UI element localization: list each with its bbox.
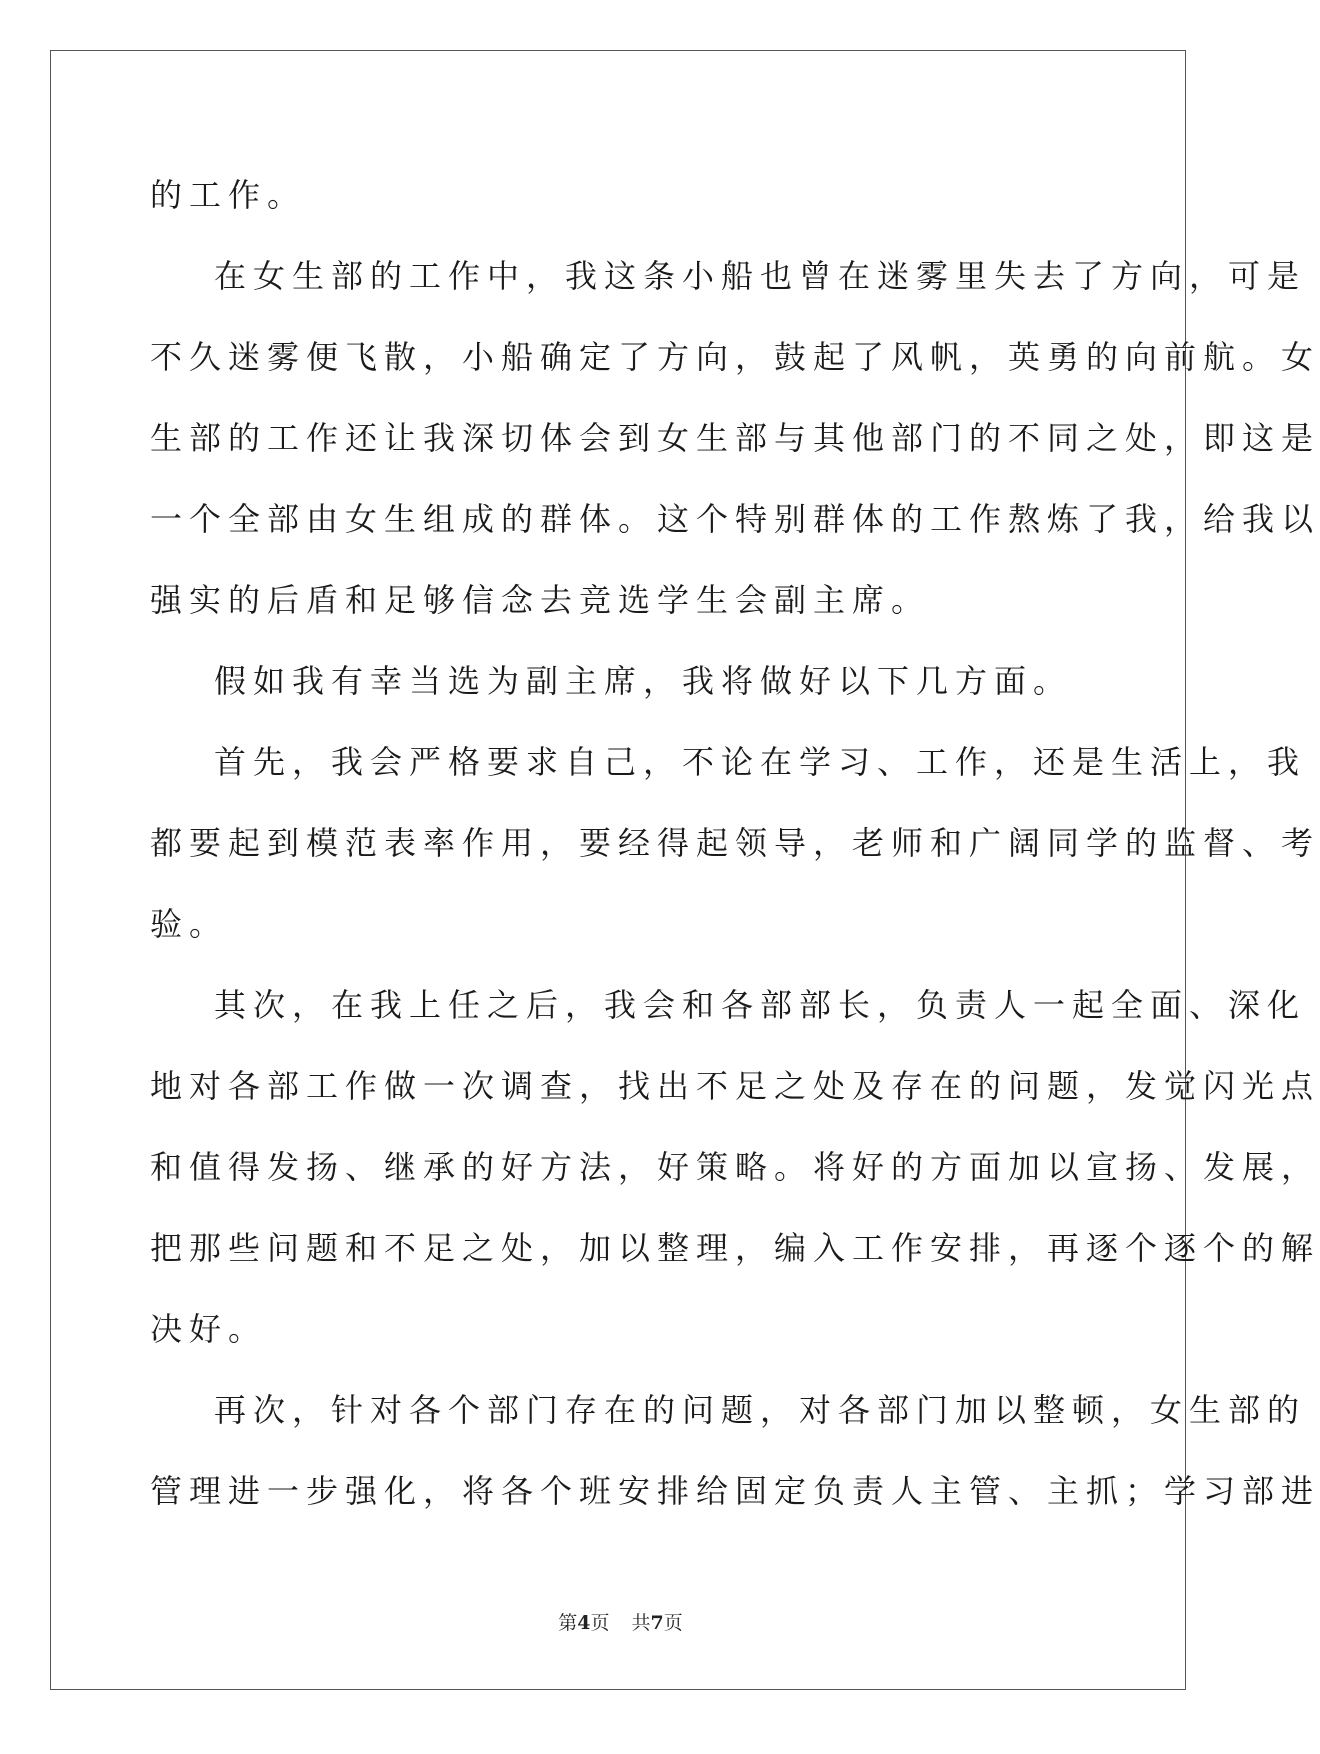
text-line: 强实的后盾和足够信念去竞选学生会副主席。 (150, 581, 931, 619)
text-line: 地对各部工作做一次调查，找出不足之处及存在的问题，发觉闪光点 (150, 1067, 1320, 1105)
text-line: 把那些问题和不足之处，加以整理，编入工作安排，再逐个逐个的解 (150, 1229, 1320, 1267)
text-line: 在女生部的工作中，我这条小船也曾在迷雾里失去了方向，可是 (214, 257, 1307, 295)
total-pages-indicator: 共7页 (631, 1612, 683, 1634)
text-line: 再次，针对各个部门存在的问题，对各部门加以整顿，女生部的 (214, 1391, 1307, 1429)
text-line: 管理进一步强化，将各个班安排给固定负责人主管、主抓；学习部进 (150, 1472, 1320, 1510)
text-line: 验。 (150, 905, 229, 943)
current-page-number: 4 (577, 1612, 591, 1634)
text-line: 和值得发扬、继承的好方法，好策略。将好的方面加以宣扬、发展， (150, 1148, 1320, 1186)
page-indicator: 第4页 (558, 1612, 610, 1634)
text-line: 的工作。 (150, 176, 307, 214)
page-footer (0, 1608, 1241, 1635)
document-body (150, 155, 1320, 1532)
text-line: 不久迷雾便飞散，小船确定了方向，鼓起了风帆，英勇的向前航。女 (150, 338, 1320, 376)
text-line: 首先，我会严格要求自己，不论在学习、工作，还是生活上，我 (214, 743, 1307, 781)
total-pages-number: 7 (650, 1612, 664, 1634)
text-line: 生部的工作还让我深切体会到女生部与其他部门的不同之处，即这是 (150, 419, 1320, 457)
text-line: 其次，在我上任之后，我会和各部部长，负责人一起全面、深化 (214, 986, 1307, 1024)
text-line: 假如我有幸当选为副主席，我将做好以下几方面。 (214, 662, 1073, 700)
text-line: 都要起到模范表率作用，要经得起领导，老师和广阔同学的监督、考 (150, 824, 1320, 862)
text-line: 决好。 (150, 1310, 268, 1348)
text-line: 一个全部由女生组成的群体。这个特别群体的工作熬炼了我，给我以 (150, 500, 1320, 538)
